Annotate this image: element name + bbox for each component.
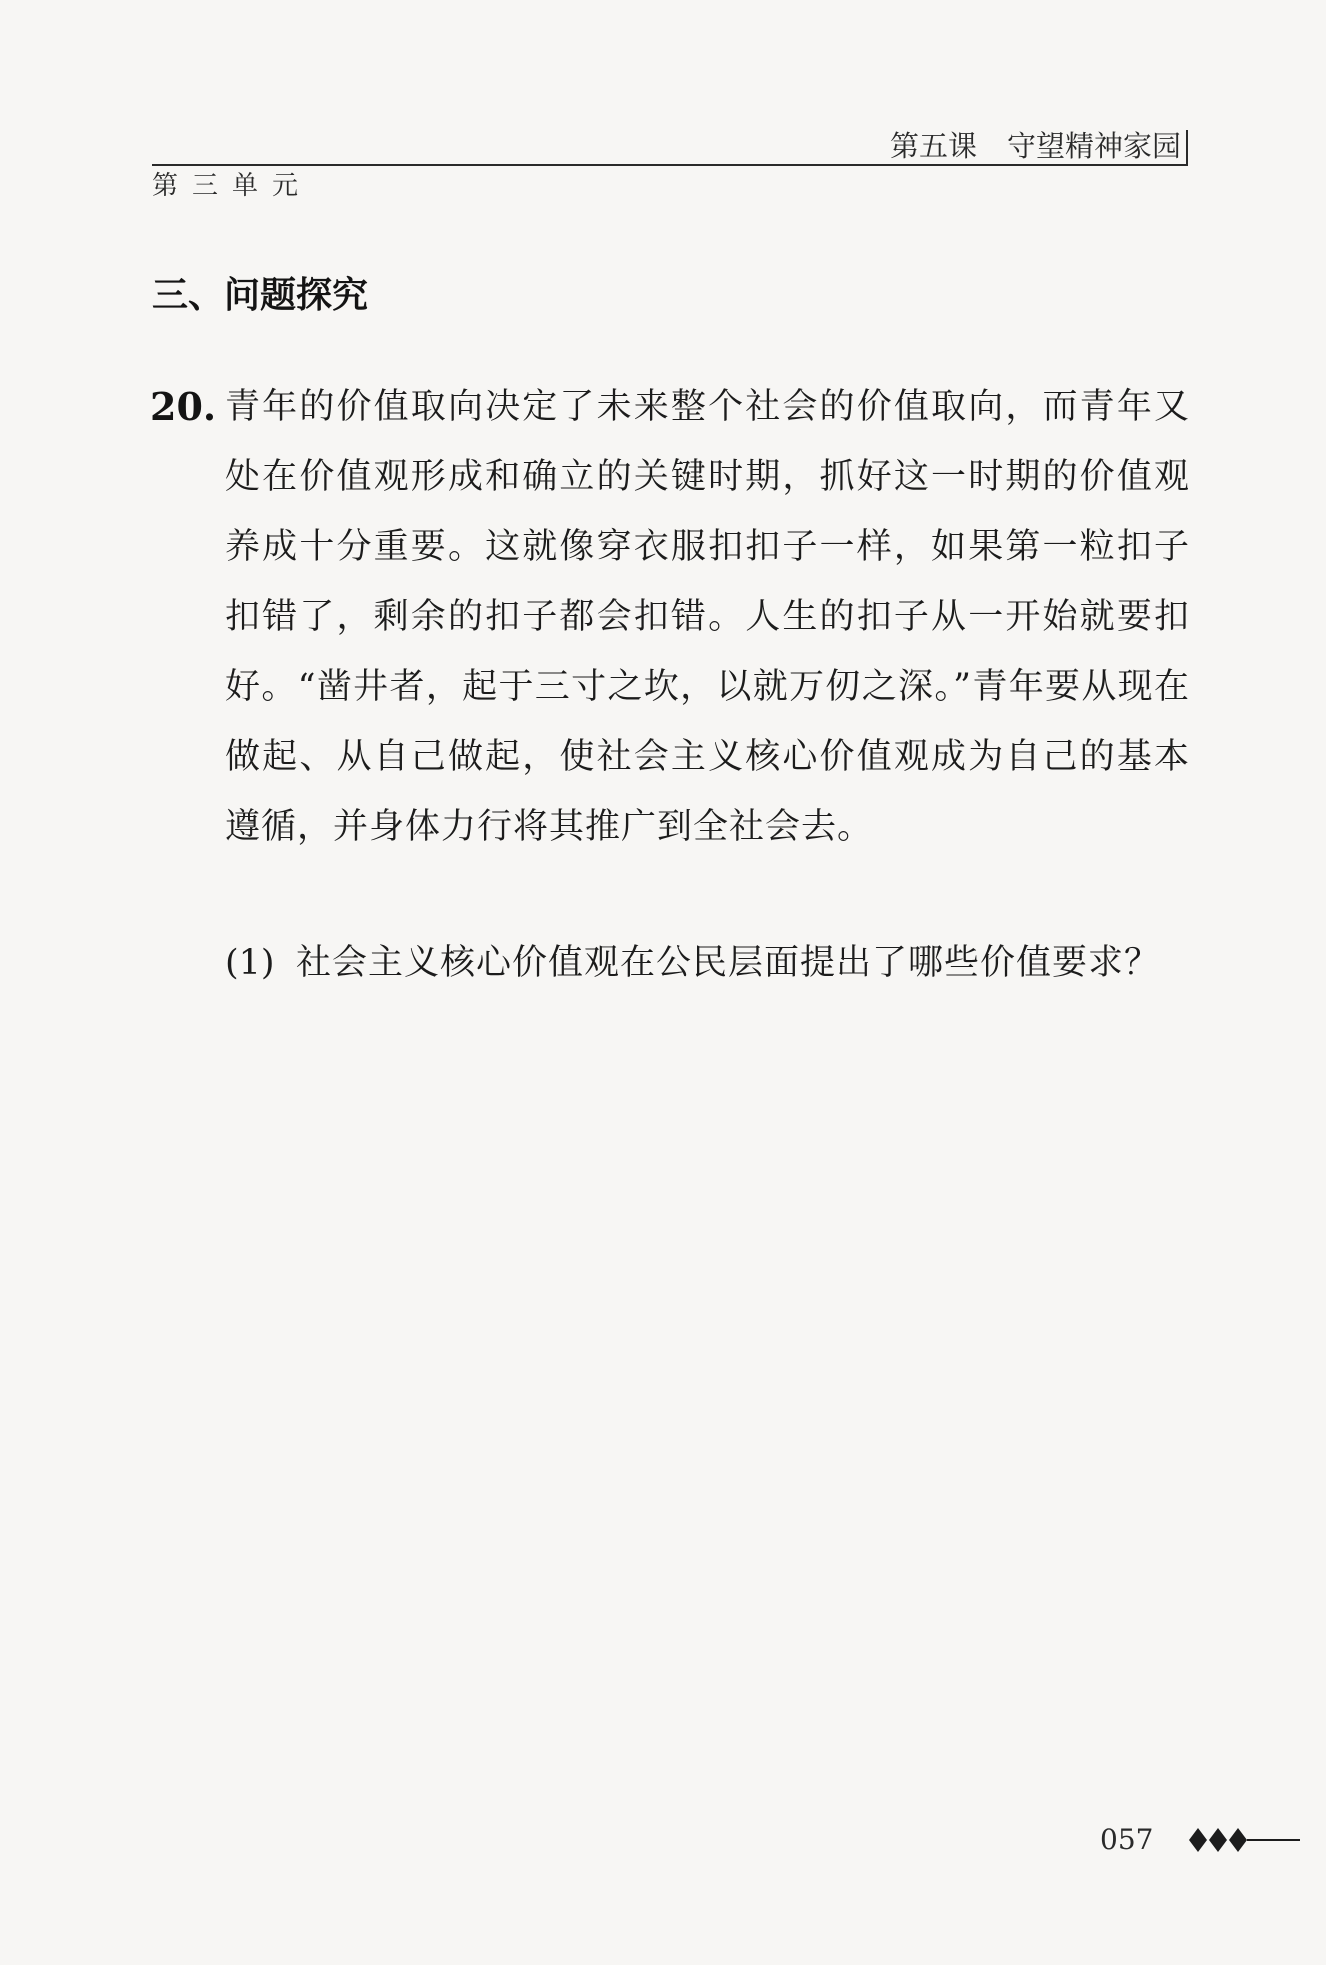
section-heading: 三、问题探究 — [152, 275, 369, 316]
unit-label: 第三单元 — [152, 171, 313, 201]
header-rule-divider — [152, 164, 1186, 166]
header-tick-divider — [1186, 130, 1188, 166]
lesson-title: 守望精神家园 — [1006, 129, 1181, 163]
page-number: 057 — [1100, 1823, 1154, 1856]
sub-question-text: 社会主义核心价值观在公民层面提出了哪些价值要求？ — [296, 943, 1161, 983]
question-number: 20. — [150, 384, 217, 429]
lesson-number: 第五课 — [889, 129, 977, 163]
question-body: 青年的价值取向决定了未来整个社会的价值取向，而青年又处在价值观形成和确立的关键时期，抓好这一时期的价值观养成十分重要。这就像穿衣服扣扣子一样，如果第一粒扣子扣错了，剩余的扣子都会扣错。人生的扣子从一开始就要扣好。“凿井者，起于三寸之坎，以就万仞之深。”青年要从现在做起、从自己做起，使社会主义核心价值观成为自己的基本遵循，并身体力行将其推广到全社会去。 — [225, 387, 1190, 847]
sub-question-number: (1) — [225, 943, 275, 983]
running-header-title — [890, 126, 1181, 164]
three-diamonds-ornament-icon — [1188, 1826, 1300, 1854]
